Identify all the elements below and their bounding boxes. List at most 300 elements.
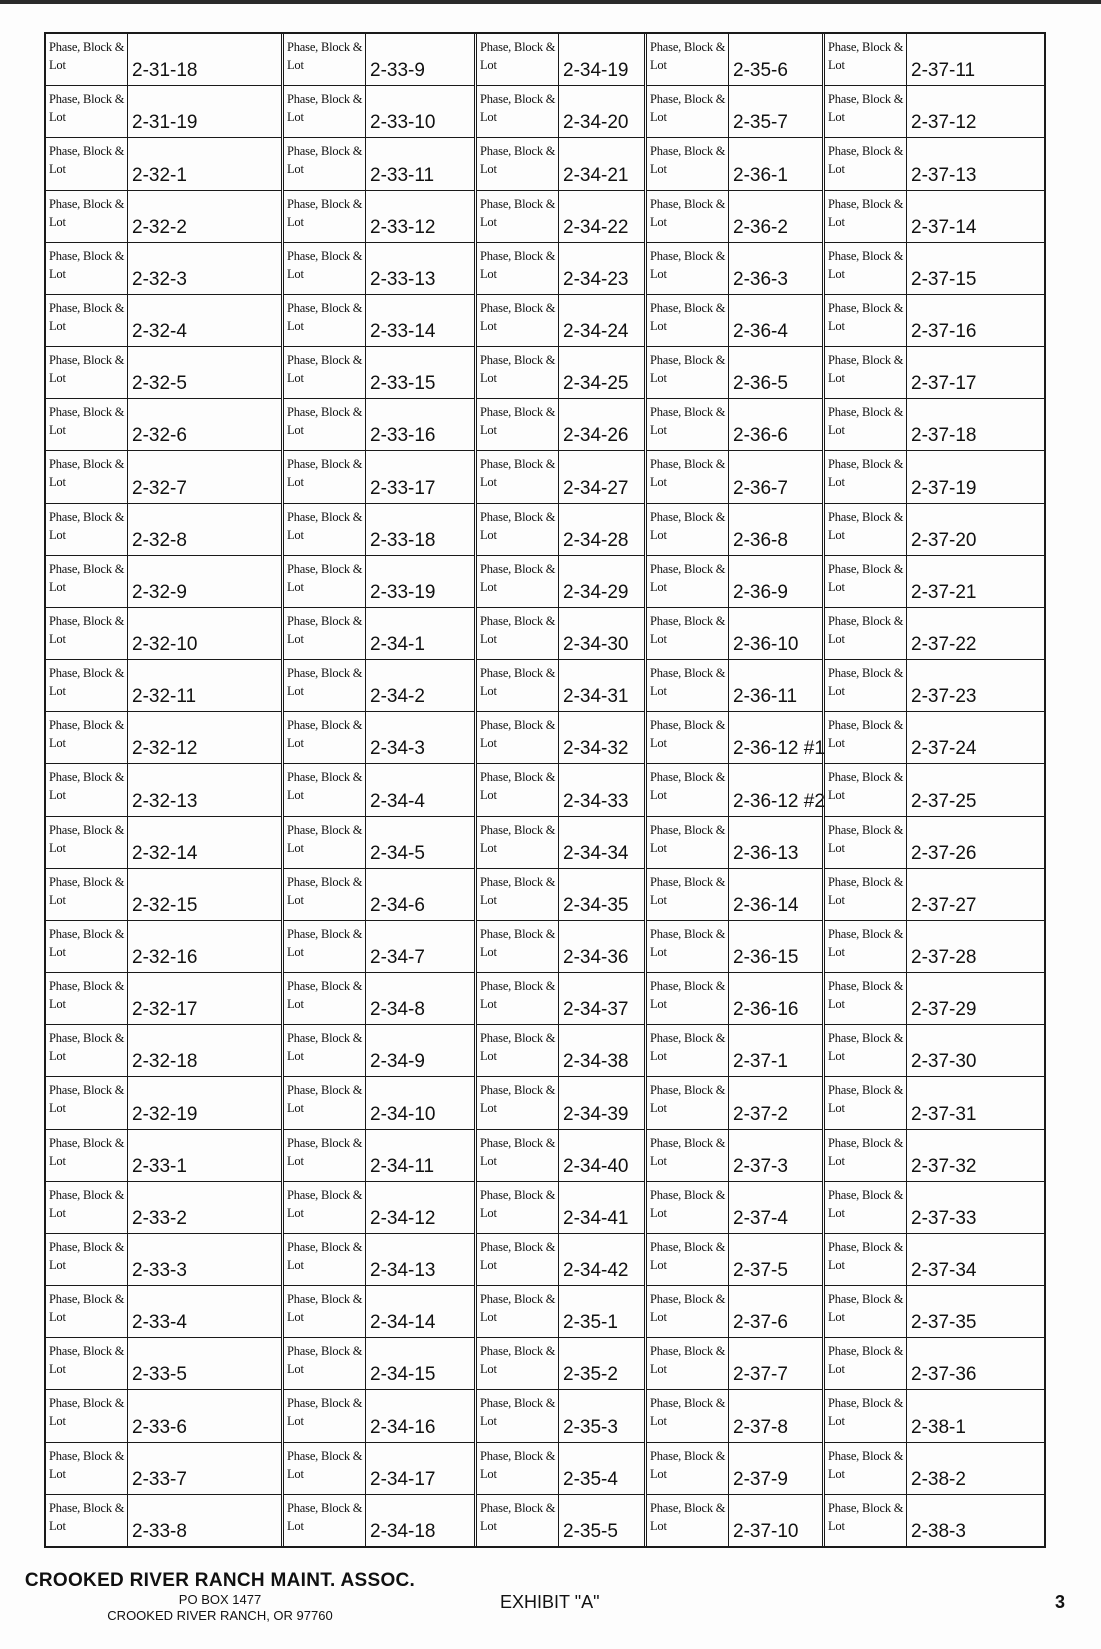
cell-label-line2: Lot: [650, 997, 667, 1012]
cell-label: [647, 556, 729, 607]
table-row: [46, 1495, 281, 1546]
table-row: [647, 295, 822, 347]
cell-label: [477, 712, 559, 763]
cell-label: [284, 504, 366, 555]
cell-label-line1: Phase, Block &: [828, 405, 904, 420]
cell-label-line1: Phase, Block &: [650, 926, 726, 941]
lot-number: 2-36-3: [733, 268, 788, 290]
table-row: [46, 399, 281, 451]
lot-number: 2-33-4: [132, 1312, 187, 1334]
lot-number: 2-33-17: [370, 477, 436, 499]
table-row: [647, 1130, 822, 1182]
lot-number: 2-35-1: [563, 1312, 618, 1334]
table-row: [284, 1077, 474, 1129]
lot-number: 2-34-16: [370, 1416, 436, 1438]
lot-number: 2-34-13: [370, 1260, 436, 1282]
cell-label: [825, 1443, 907, 1494]
cell-label-line2: Lot: [650, 944, 667, 959]
cell-label-line2: Lot: [650, 736, 667, 751]
table-row: [46, 973, 281, 1025]
lot-number: 2-36-12 #1: [733, 738, 825, 760]
cell-label: [647, 243, 729, 294]
table-row: [825, 451, 1044, 503]
cell-label: [647, 347, 729, 398]
lot-number: 2-34-24: [563, 321, 629, 343]
cell-label-line2: Lot: [287, 736, 304, 751]
cell-label-line2: Lot: [287, 162, 304, 177]
lot-number: 2-34-17: [370, 1468, 436, 1490]
cell-label-line2: Lot: [49, 579, 66, 594]
cell-label: [284, 1286, 366, 1337]
cell-label-line1: Phase, Block &: [287, 1500, 363, 1515]
cell-label-line2: Lot: [828, 1049, 845, 1064]
table-row: [46, 556, 281, 608]
cell-label: [46, 399, 128, 450]
cell-label: [477, 1338, 559, 1389]
cell-label: [284, 608, 366, 659]
cell-label: [284, 1443, 366, 1494]
cell-label: [46, 660, 128, 711]
lot-number: 2-34-31: [563, 686, 629, 708]
cell-label-line1: Phase, Block &: [49, 509, 125, 524]
cell-label: [825, 1130, 907, 1181]
cell-label-line1: Phase, Block &: [828, 770, 904, 785]
cell-label-line2: Lot: [49, 527, 66, 542]
table-row: [477, 243, 644, 295]
cell-label: [477, 347, 559, 398]
table-row: [477, 556, 644, 608]
lot-number: 2-34-21: [563, 164, 629, 186]
cell-label: [284, 1495, 366, 1546]
table-row: [477, 1495, 644, 1546]
table-row: [46, 295, 281, 347]
cell-label-line2: Lot: [49, 1518, 66, 1533]
cell-label: [46, 504, 128, 555]
table-row: [825, 243, 1044, 295]
cell-label-line1: Phase, Block &: [480, 926, 556, 941]
cell-label-line2: Lot: [49, 1362, 66, 1377]
cell-label: [46, 556, 128, 607]
cell-label-line1: Phase, Block &: [650, 718, 726, 733]
table-row: [46, 451, 281, 503]
lot-number: 2-35-2: [563, 1364, 618, 1386]
cell-label: [284, 451, 366, 502]
cell-label-line2: Lot: [287, 475, 304, 490]
cell-label-line2: Lot: [828, 110, 845, 125]
table-column: [46, 34, 284, 1546]
table-row: [477, 764, 644, 816]
cell-label: [647, 1025, 729, 1076]
table-row: [477, 451, 644, 503]
cell-label: [284, 817, 366, 868]
cell-label-line2: Lot: [287, 371, 304, 386]
cell-label-line2: Lot: [650, 892, 667, 907]
cell-label-line2: Lot: [480, 579, 497, 594]
cell-label: [477, 1130, 559, 1181]
cell-label-line1: Phase, Block &: [650, 353, 726, 368]
cell-label-line2: Lot: [480, 840, 497, 855]
table-row: [825, 869, 1044, 921]
table-row: [284, 1286, 474, 1338]
cell-label-line1: Phase, Block &: [650, 40, 726, 54]
table-column: [647, 34, 825, 1546]
table-row: [825, 1130, 1044, 1182]
cell-label: [825, 138, 907, 189]
lot-number: 2-32-19: [132, 1103, 198, 1125]
cell-label-line1: Phase, Block &: [828, 1135, 904, 1150]
cell-label-line2: Lot: [49, 631, 66, 646]
table-row: [284, 1182, 474, 1234]
table-row: [477, 1443, 644, 1495]
table-row: [647, 504, 822, 556]
table-row: [46, 921, 281, 973]
lot-number: 2-37-16: [911, 321, 977, 343]
lot-number: 2-32-9: [132, 581, 187, 603]
cell-label: [46, 1286, 128, 1337]
cell-label-line2: Lot: [287, 1205, 304, 1220]
cell-label-line2: Lot: [650, 475, 667, 490]
cell-label-line1: Phase, Block &: [49, 40, 125, 54]
table-row: [647, 973, 822, 1025]
cell-label: [647, 1390, 729, 1441]
table-row: [284, 34, 474, 86]
cell-label-line2: Lot: [650, 684, 667, 699]
cell-label: [477, 1025, 559, 1076]
table-row: [284, 608, 474, 660]
cell-label-line1: Phase, Block &: [287, 92, 363, 107]
table-row: [284, 869, 474, 921]
cell-label-line1: Phase, Block &: [480, 770, 556, 785]
table-row: [477, 138, 644, 190]
table-row: [477, 295, 644, 347]
cell-label-line2: Lot: [650, 110, 667, 125]
lot-number: 2-36-5: [733, 373, 788, 395]
table-row: [284, 712, 474, 764]
lot-number: 2-34-4: [370, 790, 425, 812]
cell-label-line1: Phase, Block &: [650, 300, 726, 315]
table-row: [284, 504, 474, 556]
lot-number: 2-36-1: [733, 164, 788, 186]
cell-label: [46, 191, 128, 242]
cell-label: [284, 1130, 366, 1181]
table-row: [647, 1234, 822, 1286]
cell-label-line1: Phase, Block &: [287, 300, 363, 315]
table-row: [477, 1130, 644, 1182]
cell-label-line2: Lot: [480, 1362, 497, 1377]
cell-label-line1: Phase, Block &: [287, 248, 363, 263]
cell-label: [825, 243, 907, 294]
cell-label: [825, 1390, 907, 1441]
cell-label-line2: Lot: [828, 840, 845, 855]
cell-label-line1: Phase, Block &: [287, 196, 363, 211]
cell-label: [477, 504, 559, 555]
table-row: [825, 1495, 1044, 1546]
cell-label-line2: Lot: [49, 162, 66, 177]
cell-label: [477, 1286, 559, 1337]
cell-label-line2: Lot: [828, 58, 845, 72]
lot-number: 2-34-14: [370, 1312, 436, 1334]
cell-label-line1: Phase, Block &: [480, 613, 556, 628]
cell-label-line2: Lot: [828, 162, 845, 177]
cell-label-line1: Phase, Block &: [49, 561, 125, 576]
table-row: [46, 191, 281, 243]
lot-number: 2-37-24: [911, 738, 977, 760]
cell-label: [284, 869, 366, 920]
cell-label-line2: Lot: [49, 684, 66, 699]
lot-number: 2-32-16: [132, 947, 198, 969]
table-row: [825, 504, 1044, 556]
cell-label-line2: Lot: [828, 423, 845, 438]
cell-label-line1: Phase, Block &: [480, 1135, 556, 1150]
cell-label-line1: Phase, Block &: [828, 40, 904, 54]
cell-label-line1: Phase, Block &: [287, 353, 363, 368]
cell-label-line1: Phase, Block &: [287, 1344, 363, 1359]
table-row: [825, 1286, 1044, 1338]
cell-label-line2: Lot: [828, 736, 845, 751]
cell-label-line1: Phase, Block &: [49, 613, 125, 628]
cell-label-line2: Lot: [49, 266, 66, 281]
lot-number: 2-36-10: [733, 634, 799, 656]
cell-label: [825, 608, 907, 659]
lot-number: 2-37-33: [911, 1207, 977, 1229]
cell-label-line1: Phase, Block &: [480, 196, 556, 211]
cell-label-line1: Phase, Block &: [49, 770, 125, 785]
lot-number: 2-37-12: [911, 112, 977, 134]
page-number: 3: [1055, 1592, 1066, 1612]
lot-number: 2-34-36: [563, 947, 629, 969]
lot-number: 2-37-8: [733, 1416, 788, 1438]
cell-label: [825, 451, 907, 502]
lot-number: 2-37-20: [911, 529, 977, 551]
lot-number: 2-32-12: [132, 738, 198, 760]
cell-label-line2: Lot: [287, 788, 304, 803]
cell-label-line2: Lot: [287, 214, 304, 229]
cell-label: [825, 295, 907, 346]
cell-label-line2: Lot: [480, 423, 497, 438]
cell-label-line2: Lot: [828, 579, 845, 594]
table-row: [647, 556, 822, 608]
cell-label-line1: Phase, Block &: [828, 979, 904, 994]
cell-label: [284, 973, 366, 1024]
table-row: [46, 869, 281, 921]
cell-label-line1: Phase, Block &: [828, 718, 904, 733]
table-row: [46, 1390, 281, 1442]
lot-number: 2-36-6: [733, 425, 788, 447]
cell-label: [477, 660, 559, 711]
cell-label: [825, 1234, 907, 1285]
cell-label: [477, 34, 559, 85]
table-row: [477, 973, 644, 1025]
table-row: [284, 1390, 474, 1442]
lot-number: 2-33-8: [132, 1520, 187, 1542]
cell-label-line1: Phase, Block &: [287, 1396, 363, 1411]
cell-label: [477, 295, 559, 346]
table-row: [825, 1182, 1044, 1234]
cell-label-line1: Phase, Block &: [828, 353, 904, 368]
cell-label-line2: Lot: [49, 1153, 66, 1168]
cell-label-line2: Lot: [650, 1049, 667, 1064]
cell-label-line2: Lot: [480, 110, 497, 125]
cell-label-line2: Lot: [287, 579, 304, 594]
cell-label-line1: Phase, Block &: [828, 1187, 904, 1202]
cell-label: [477, 1443, 559, 1494]
cell-label-line1: Phase, Block &: [287, 1292, 363, 1307]
table-row: [477, 712, 644, 764]
table-row: [477, 1077, 644, 1129]
lot-number: 2-34-19: [563, 60, 629, 82]
cell-label-line2: Lot: [287, 892, 304, 907]
lot-number: 2-33-5: [132, 1364, 187, 1386]
table-row: [825, 1234, 1044, 1286]
table-row: [825, 660, 1044, 712]
cell-label-line2: Lot: [650, 1153, 667, 1168]
cell-label-line1: Phase, Block &: [480, 92, 556, 107]
lot-number: 2-34-34: [563, 842, 629, 864]
cell-label-line1: Phase, Block &: [49, 196, 125, 211]
table-row: [46, 1234, 281, 1286]
cell-label-line2: Lot: [287, 631, 304, 646]
cell-label-line2: Lot: [650, 58, 667, 72]
cell-label: [46, 1495, 128, 1546]
cell-label-line2: Lot: [49, 423, 66, 438]
lot-number: 2-37-25: [911, 790, 977, 812]
table-row: [647, 191, 822, 243]
cell-label-line2: Lot: [828, 1101, 845, 1116]
table-row: [477, 1390, 644, 1442]
cell-label-line1: Phase, Block &: [287, 1187, 363, 1202]
lot-number: 2-37-17: [911, 373, 977, 395]
table-row: [477, 1025, 644, 1077]
cell-label-line1: Phase, Block &: [287, 613, 363, 628]
table-row: [284, 1025, 474, 1077]
cell-label-line1: Phase, Block &: [49, 926, 125, 941]
table-row: [284, 1443, 474, 1495]
table-row: [647, 1077, 822, 1129]
lot-number: 2-37-19: [911, 477, 977, 499]
cell-label-line1: Phase, Block &: [480, 1500, 556, 1515]
table-row: [477, 869, 644, 921]
cell-label-line2: Lot: [480, 475, 497, 490]
cell-label-line2: Lot: [480, 736, 497, 751]
cell-label: [647, 764, 729, 815]
cell-label-line1: Phase, Block &: [49, 1239, 125, 1254]
cell-label-line1: Phase, Block &: [49, 1500, 125, 1515]
lot-number: 2-36-14: [733, 894, 799, 916]
cell-label-line1: Phase, Block &: [480, 40, 556, 54]
table-row: [477, 1286, 644, 1338]
cell-label: [647, 660, 729, 711]
lot-number: 2-34-33: [563, 790, 629, 812]
table-row: [284, 451, 474, 503]
table-row: [825, 347, 1044, 399]
cell-label: [647, 608, 729, 659]
cell-label-line1: Phase, Block &: [828, 874, 904, 889]
cell-label: [46, 1182, 128, 1233]
table-row: [284, 764, 474, 816]
table-row: [825, 973, 1044, 1025]
cell-label-line2: Lot: [650, 1205, 667, 1220]
lot-number: 2-36-7: [733, 477, 788, 499]
cell-label-line2: Lot: [828, 1414, 845, 1429]
cell-label: [284, 712, 366, 763]
lot-number: 2-37-2: [733, 1103, 788, 1125]
lot-number: 2-32-15: [132, 894, 198, 916]
cell-label-line2: Lot: [49, 318, 66, 333]
cell-label-line2: Lot: [650, 1466, 667, 1481]
cell-label: [825, 973, 907, 1024]
cell-label-line1: Phase, Block &: [480, 874, 556, 889]
cell-label-line1: Phase, Block &: [49, 300, 125, 315]
lot-number: 2-37-4: [733, 1207, 788, 1229]
cell-label-line2: Lot: [480, 1257, 497, 1272]
lot-number: 2-37-14: [911, 216, 977, 238]
cell-label-line1: Phase, Block &: [650, 1031, 726, 1046]
table-row: [825, 1390, 1044, 1442]
cell-label: [647, 86, 729, 137]
cell-label-line1: Phase, Block &: [480, 144, 556, 159]
cell-label-line1: Phase, Block &: [287, 666, 363, 681]
cell-label: [477, 1390, 559, 1441]
lot-number: 2-34-10: [370, 1103, 436, 1125]
table-row: [284, 347, 474, 399]
lot-number: 2-37-7: [733, 1364, 788, 1386]
cell-label: [825, 712, 907, 763]
lot-number: 2-34-11: [370, 1155, 435, 1177]
cell-label-line2: Lot: [480, 1153, 497, 1168]
cell-label-line2: Lot: [480, 788, 497, 803]
lot-number: 2-32-14: [132, 842, 198, 864]
cell-label-line1: Phase, Block &: [49, 1135, 125, 1150]
lot-number: 2-33-15: [370, 373, 436, 395]
table-row: [647, 1338, 822, 1390]
cell-label-line2: Lot: [480, 1205, 497, 1220]
cell-label-line1: Phase, Block &: [828, 300, 904, 315]
table-row: [825, 817, 1044, 869]
table-row: [477, 504, 644, 556]
lot-number: 2-34-27: [563, 477, 629, 499]
cell-label: [647, 1182, 729, 1233]
lot-number: 2-34-12: [370, 1207, 436, 1229]
table-row: [477, 921, 644, 973]
lot-number: 2-34-1: [370, 634, 425, 656]
lot-number: 2-31-18: [132, 60, 198, 82]
cell-label-line1: Phase, Block &: [650, 979, 726, 994]
lot-number: 2-32-17: [132, 999, 198, 1021]
lot-number: 2-37-10: [733, 1520, 799, 1542]
footer-address-block: [20, 1570, 420, 1624]
table-row: [46, 1077, 281, 1129]
cell-label-line2: Lot: [287, 423, 304, 438]
cell-label: [477, 86, 559, 137]
cell-label-line2: Lot: [828, 1466, 845, 1481]
table-row: [647, 1286, 822, 1338]
table-row: [284, 295, 474, 347]
cell-label-line2: Lot: [49, 788, 66, 803]
lot-number: 2-34-40: [563, 1155, 629, 1177]
cell-label-line2: Lot: [828, 214, 845, 229]
table-row: [825, 295, 1044, 347]
cell-label: [825, 1338, 907, 1389]
cell-label: [647, 817, 729, 868]
table-row: [284, 817, 474, 869]
cell-label-line1: Phase, Block &: [480, 457, 556, 472]
cell-label: [477, 451, 559, 502]
lot-number: 2-35-6: [733, 60, 788, 82]
table-row: [647, 34, 822, 86]
table-row: [825, 191, 1044, 243]
cell-label-line2: Lot: [287, 527, 304, 542]
cell-label: [647, 34, 729, 85]
